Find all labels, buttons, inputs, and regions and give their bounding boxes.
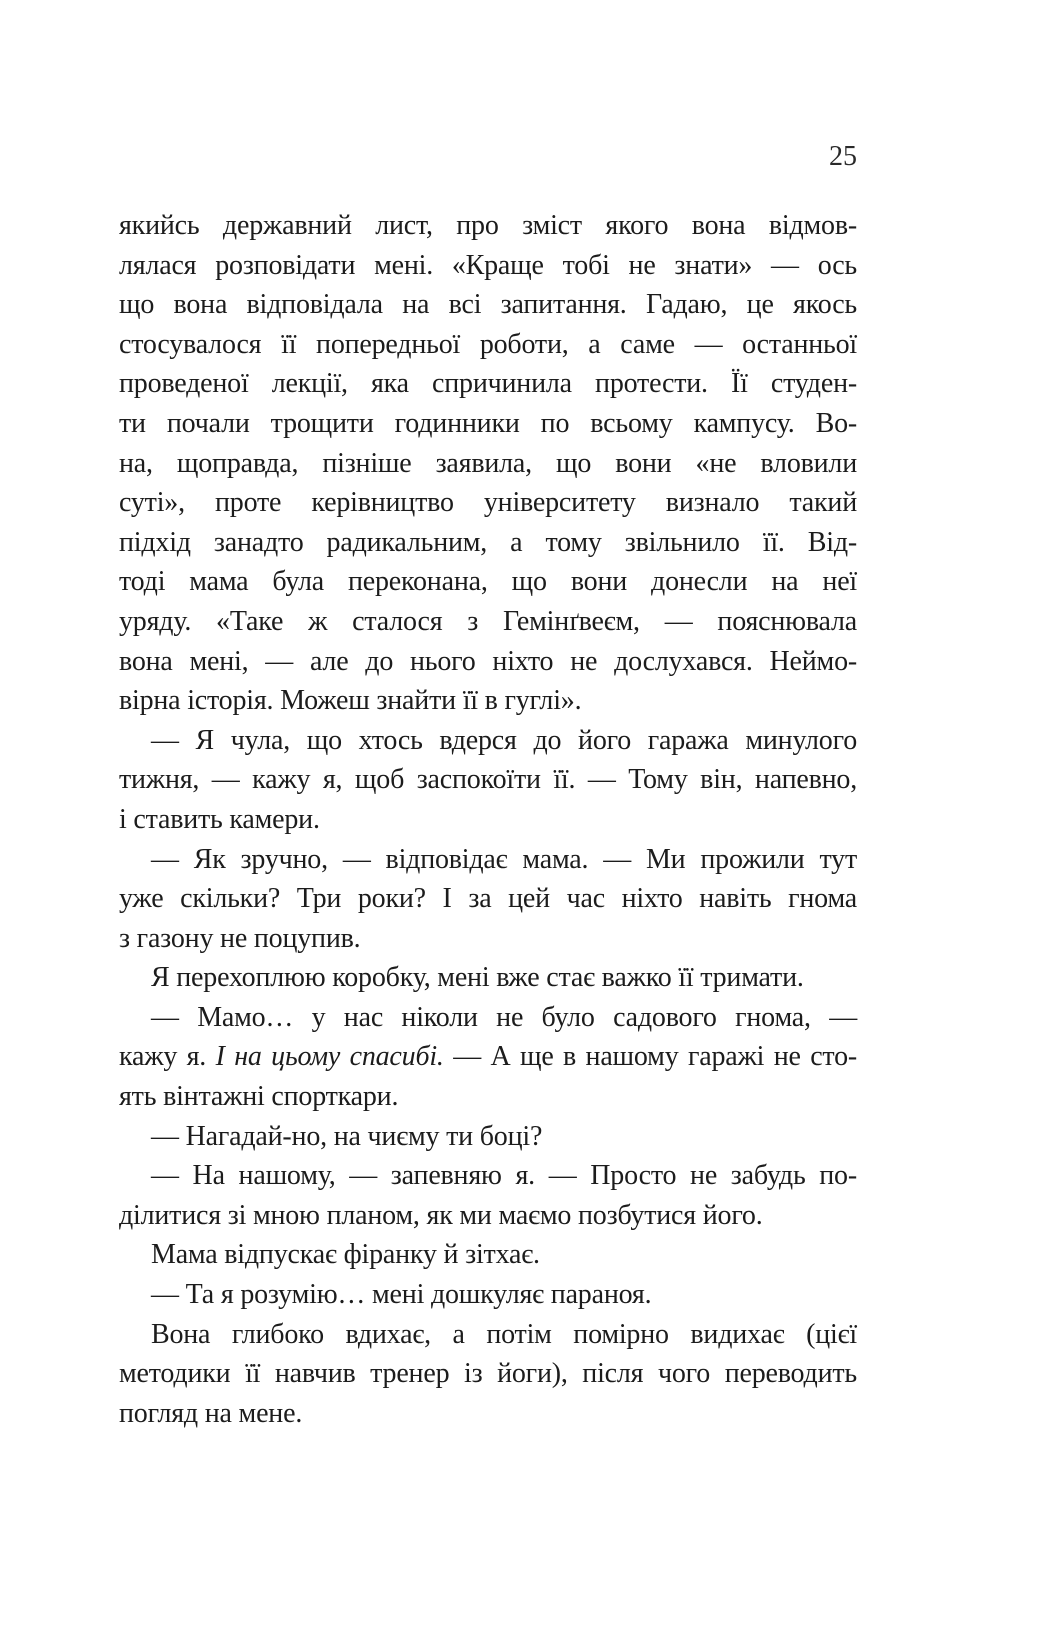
text-segment: вона мені, — але до нього ніхто не дослухався. Неймо- [119, 645, 857, 677]
text-segment: підхід занадто радикальним, а тому звільнило її. Від- [119, 526, 857, 558]
text-segment: з газону не поцупив. [119, 922, 361, 954]
text-segment: вірна історія. Можеш знайти її в гуглі». [119, 685, 582, 717]
text-segment: ділитися зі мною планом, як ми маємо позбутися його. [119, 1199, 763, 1231]
text-line [119, 760, 857, 800]
text-segment: — Нагадай-но, на чиєму ти боці? [151, 1120, 543, 1152]
text-segment: кажу я. [119, 1041, 216, 1073]
text-line [119, 1196, 857, 1236]
text-line [119, 1275, 857, 1315]
text-segment: на, щоправда, пізніше заявила, що вони «не вловили [119, 447, 857, 479]
text-line [119, 642, 857, 682]
text-segment: і ставить камери. [119, 803, 320, 835]
text-line [119, 444, 857, 484]
page-number: 25 [829, 141, 857, 172]
text-segment: якийсь державний лист, про зміст якого вона відмов- [119, 210, 857, 241]
text-line [119, 958, 857, 998]
text-segment: методики її навчив тренер із йоги), після чого переводить [119, 1358, 857, 1390]
text-line [119, 840, 857, 880]
text-line [119, 1077, 857, 1117]
text-segment: тижня, — кажу я, щоб заспокоїти її. — Тому він, напевно, [119, 764, 857, 796]
italic-text-segment: І на цьому спасибі. [215, 1041, 444, 1073]
text-segment: погляд на мене. [119, 1397, 303, 1429]
text-segment: Я перехоплюю коробку, мені вже стає важко її тримати. [151, 962, 804, 994]
text-line [119, 1156, 857, 1196]
text-line [119, 800, 857, 840]
text-segment: Мама відпускає фіранку й зітхає. [151, 1239, 540, 1271]
text-line [119, 1354, 857, 1394]
text-line [119, 879, 857, 919]
text-line [119, 681, 857, 721]
text-line [119, 1235, 857, 1275]
text-segment: уряду. «Таке ж сталося з Гемінґвеєм, — пояснювала [119, 605, 857, 637]
text-line [119, 1394, 857, 1434]
text-segment: проведеної лекції, яка спричинила протести. Її студен- [119, 368, 857, 400]
text-line [119, 523, 857, 563]
text-segment: — Мамо… у нас ніколи не було садового гнома, — [151, 1001, 857, 1033]
text-segment: лялася розповідати мені. «Краще тобі не знати» — ось [119, 249, 857, 281]
text-segment: — Я чула, що хтось вдерся до його гаража минулого [151, 724, 857, 756]
text-line [119, 919, 857, 959]
text-segment: стосувалося її попередньої роботи, а саме — останньої [119, 328, 857, 360]
text-line [119, 1315, 857, 1355]
text-segment: суті», проте керівництво університету визнало такий [119, 487, 857, 519]
text-segment: уже скільки? Три роки? І за цей час ніхто навіть гнома [119, 883, 857, 915]
text-segment: Вона глибоко вдихає, а потім помірно видихає (цієї [151, 1318, 857, 1350]
text-line [119, 246, 857, 286]
text-line [119, 404, 857, 444]
text-line [119, 1117, 857, 1157]
text-segment: — Та я розумію… мені дошкуляє параноя. [151, 1279, 652, 1311]
text-segment: що вона відповідала на всі запитання. Гадаю, це якось [119, 289, 857, 321]
text-line [119, 721, 857, 761]
text-line [119, 998, 857, 1038]
text-segment: тоді мама була переконана, що вони донесли на неї [119, 566, 857, 598]
text-line [119, 325, 857, 365]
body-text [119, 206, 857, 1433]
text-line [119, 285, 857, 325]
text-line [119, 1037, 857, 1077]
text-line [119, 602, 857, 642]
text-line [119, 483, 857, 523]
text-segment: ять вінтажні спорткари. [119, 1081, 399, 1113]
text-segment: ти почали трощити годинники по всьому кампусу. Во- [119, 407, 857, 439]
text-line [119, 206, 857, 246]
text-segment: — На нашому, — запевняю я. — Просто не забудь по- [151, 1160, 857, 1192]
text-segment: — А ще в нашому гаражі не сто- [443, 1041, 858, 1073]
text-line [119, 364, 857, 404]
text-line [119, 562, 857, 602]
text-segment: — Як зручно, — відповідає мама. — Ми прожили тут [151, 843, 857, 875]
